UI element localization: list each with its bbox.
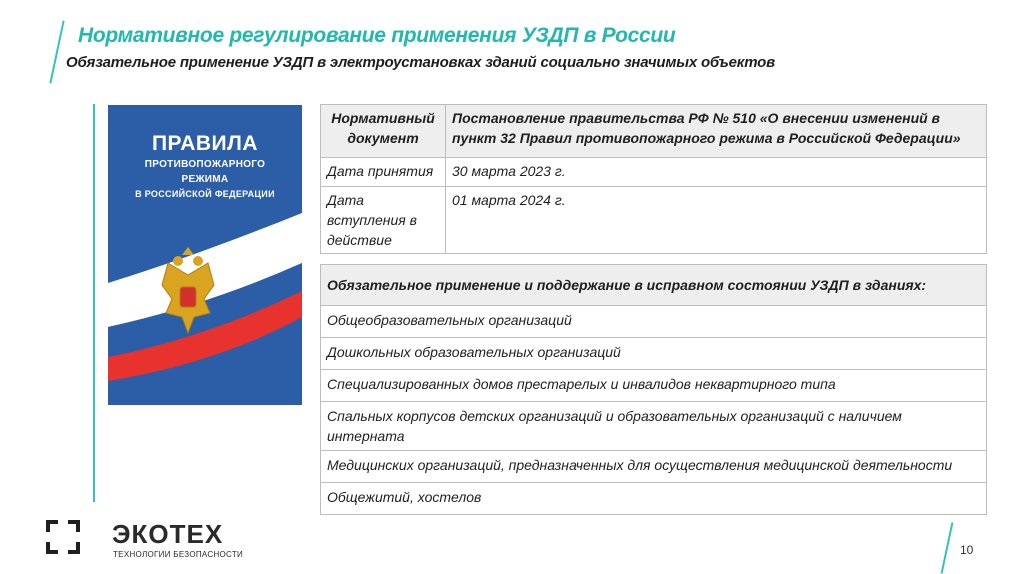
table-row xyxy=(321,265,987,306)
page-number: 10 xyxy=(960,543,974,557)
cover-title: ПРАВИЛА xyxy=(151,132,259,155)
cover-line-2: ПРОТИВОПОЖАРНОГО xyxy=(144,159,266,170)
doc-label: Нормативный документ xyxy=(321,105,446,158)
rules-cover-image xyxy=(108,105,302,405)
doc-value: Постановление правительства РФ № 510 «О внесении изменений в пункт 32 Правил противопожарного режима в Российской Федерации» xyxy=(446,105,987,158)
table-row xyxy=(321,105,987,158)
table-row xyxy=(321,338,987,370)
list-item: Спальных корпусов детских организаций и образовательных организаций с наличием интерната xyxy=(321,402,987,451)
adoption-date-label: Дата принятия xyxy=(321,158,446,187)
list-item: Медицинских организаций, предназначенных для осуществления медицинской деятельности xyxy=(321,451,987,483)
cover-line-4: В РОССИЙСКОЙ ФЕДЕРАЦИИ xyxy=(135,189,275,199)
buildings-list-table xyxy=(320,264,987,515)
adoption-date-value: 30 марта 2023 г. xyxy=(446,158,987,187)
list-item: Общеобразовательных организаций xyxy=(321,306,987,338)
page-subtitle: Обязательное применение УЗДП в электроустановках зданий социально значимых объектов xyxy=(66,54,775,71)
list-item: Дошкольных образовательных организаций xyxy=(321,338,987,370)
effective-date-value: 01 марта 2024 г. xyxy=(446,187,987,254)
list-item: Специализированных домов престарелых и инвалидов неквартирного типа xyxy=(321,370,987,402)
table-row xyxy=(321,187,987,254)
accent-slash-top xyxy=(49,20,64,83)
cover-line-3: РЕЖИМА xyxy=(181,174,229,185)
brand-tagline: ТЕХНОЛОГИИ БЕЗОПАСНОСТИ xyxy=(113,550,244,559)
table-row xyxy=(321,402,987,451)
ecotech-logo-icon xyxy=(46,520,80,554)
effective-date-label: Дата вступления в действие xyxy=(321,187,446,254)
list-item: Общежитий, хостелов xyxy=(321,483,987,515)
brand-name: ЭКОТЕХ xyxy=(112,519,224,549)
table-row xyxy=(321,483,987,515)
table-row xyxy=(321,451,987,483)
table-row xyxy=(321,158,987,187)
accent-vertical-line xyxy=(93,104,95,502)
document-table xyxy=(320,104,987,254)
page-title: Нормативное регулирование применения УЗДП в России xyxy=(78,24,676,47)
table-row xyxy=(321,306,987,338)
accent-slash-bottom xyxy=(941,522,954,573)
table-row xyxy=(321,370,987,402)
list-header: Обязательное применение и поддержание в исправном состоянии УЗДП в зданиях: xyxy=(321,265,987,306)
